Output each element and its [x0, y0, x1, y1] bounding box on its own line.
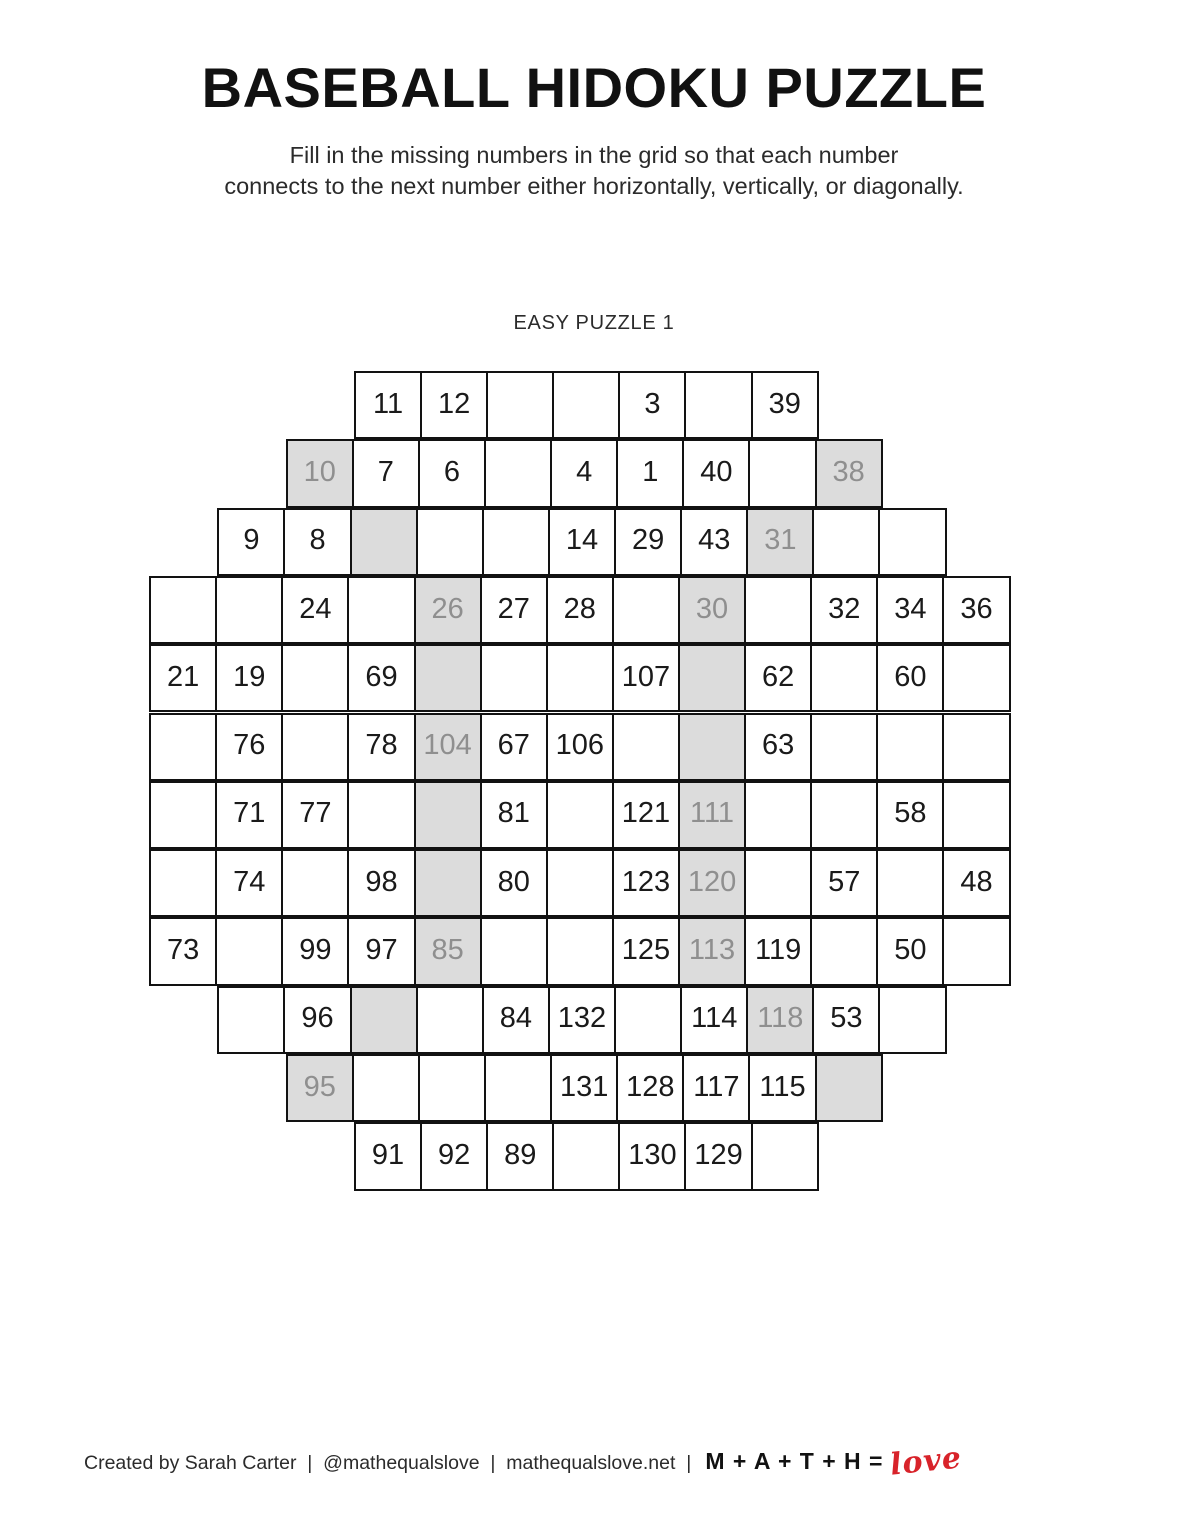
cell-value: 85 — [431, 934, 464, 967]
grid-cell-filled[interactable] — [748, 1054, 816, 1122]
cell-value: 67 — [497, 729, 530, 762]
cell-value: 99 — [299, 934, 332, 967]
grid-cell-empty[interactable] — [942, 713, 1010, 781]
grid-cell-filled[interactable] — [281, 781, 349, 849]
grid-cell-empty[interactable] — [744, 576, 812, 644]
grid-cell-filled[interactable] — [281, 917, 349, 985]
grid-cell-filled[interactable] — [684, 1122, 752, 1190]
grid-cell-empty[interactable] — [612, 576, 680, 644]
grid-cell-filled[interactable] — [751, 371, 819, 439]
grid-cell-empty[interactable] — [942, 781, 1010, 849]
grid-cell-empty[interactable] — [484, 1054, 552, 1122]
grid-cell-filled[interactable] — [810, 849, 878, 917]
cell-value: 60 — [894, 660, 927, 693]
page-title: BASEBALL HIDOKU PUZZLE — [201, 56, 987, 119]
cell-value: 81 — [497, 797, 530, 830]
page-footer — [0, 1440, 1188, 1483]
grid-row — [149, 713, 1008, 781]
cell-value: 38 — [832, 455, 865, 488]
grid-cell-filled[interactable] — [352, 439, 420, 507]
cell-value: 104 — [423, 729, 472, 762]
subtitle-line-2: connects to the next number either horizontally, vertically, or diagonally. — [224, 173, 964, 199]
grid-cell-filled[interactable] — [876, 917, 944, 985]
grid-cell-empty[interactable] — [149, 713, 217, 781]
cell-value: 74 — [233, 865, 266, 898]
grid-cell-filled[interactable] — [347, 917, 415, 985]
cell-value: 24 — [299, 592, 332, 625]
cell-value: 39 — [768, 387, 801, 420]
grid-cell-empty[interactable] — [546, 781, 614, 849]
cell-value: 114 — [691, 1002, 738, 1035]
grid-cell-empty[interactable] — [149, 576, 217, 644]
grid-row — [354, 371, 817, 439]
cell-value: 3 — [644, 387, 661, 420]
subtitle-line-1: Fill in the missing numbers in the grid so that each number — [289, 142, 899, 168]
grid-cell-filled[interactable] — [480, 849, 548, 917]
cell-value: 58 — [894, 797, 927, 830]
cell-value: 96 — [301, 1002, 334, 1035]
cell-value: 98 — [365, 865, 398, 898]
cell-value: 95 — [303, 1070, 336, 1103]
cell-value: 53 — [830, 1002, 863, 1035]
cell-value: 129 — [694, 1138, 743, 1171]
grid-cell-filled[interactable] — [480, 576, 548, 644]
grid-cell-filled[interactable] — [546, 576, 614, 644]
grid-cell-empty[interactable] — [612, 713, 680, 781]
grid-cell-filled[interactable] — [354, 371, 422, 439]
grid-row — [149, 644, 1008, 712]
grid-cell-empty[interactable] — [876, 849, 944, 917]
grid-cell-filled[interactable] — [876, 644, 944, 712]
grid-cell-empty[interactable] — [413, 849, 481, 917]
cell-value: 62 — [762, 660, 795, 693]
grid-cell-filled[interactable] — [482, 986, 550, 1054]
math-logo-text: M + A + T + H = — [705, 1448, 884, 1474]
grid-cell-empty[interactable] — [281, 849, 349, 917]
grid-cell-filled[interactable] — [354, 1122, 422, 1190]
cell-value: 97 — [365, 934, 398, 967]
grid-cell-empty[interactable] — [614, 986, 682, 1054]
grid-row — [149, 917, 1008, 985]
grid-row — [217, 508, 944, 576]
grid-cell-empty[interactable] — [810, 781, 878, 849]
cell-value: 76 — [233, 729, 266, 762]
grid-cell-filled[interactable] — [612, 781, 680, 849]
grid-cell-empty[interactable] — [546, 644, 614, 712]
grid-cell-filled[interactable] — [682, 1054, 750, 1122]
cell-value: 120 — [687, 865, 737, 898]
grid-cell-empty[interactable] — [486, 371, 554, 439]
grid-cell-empty[interactable] — [480, 644, 548, 712]
cell-value: 121 — [621, 797, 671, 830]
grid-cell-empty[interactable] — [878, 508, 946, 576]
grid-cell-filled[interactable] — [546, 713, 614, 781]
grid-cell-empty[interactable] — [814, 1054, 882, 1122]
grid-cell-filled[interactable] — [283, 508, 351, 576]
grid-cell-filled[interactable] — [347, 713, 415, 781]
cell-value: 113 — [688, 934, 736, 967]
cell-value: 130 — [628, 1138, 677, 1171]
grid-cell-filled[interactable] — [612, 849, 680, 917]
cell-value: 50 — [894, 934, 927, 967]
cell-value: 84 — [499, 1002, 533, 1035]
cell-value: 106 — [555, 729, 604, 762]
cell-value: 14 — [565, 524, 599, 557]
grid-cell-filled[interactable] — [810, 576, 878, 644]
grid-cell-empty[interactable] — [810, 917, 878, 985]
grid-cell-filled[interactable] — [678, 781, 746, 849]
grid-row — [286, 1054, 881, 1122]
grid-cell-empty[interactable] — [418, 1054, 486, 1122]
grid-cell-empty[interactable] — [942, 917, 1010, 985]
grid-cell-filled[interactable] — [614, 508, 682, 576]
grid-cell-empty[interactable] — [810, 713, 878, 781]
cell-value: 78 — [365, 729, 398, 762]
math-equals-love-logo — [705, 1440, 964, 1483]
grid-cell-filled[interactable] — [942, 849, 1010, 917]
grid-cell-empty[interactable] — [281, 713, 349, 781]
cell-value: 4 — [576, 455, 593, 488]
grid-row — [217, 986, 944, 1054]
grid-cell-empty[interactable] — [413, 781, 481, 849]
grid-cell-empty[interactable] — [684, 371, 752, 439]
grid-cell-filled[interactable] — [413, 713, 481, 781]
grid-cell-filled[interactable] — [616, 1054, 684, 1122]
cell-value: 21 — [167, 660, 200, 693]
grid-cell-filled[interactable] — [418, 439, 486, 507]
grid-cell-filled[interactable] — [480, 781, 548, 849]
grid-cell-filled[interactable] — [682, 439, 750, 507]
grid-cell-filled[interactable] — [420, 371, 488, 439]
grid-cell-filled[interactable] — [744, 713, 812, 781]
grid-cell-empty[interactable] — [744, 849, 812, 917]
cell-value: 19 — [233, 660, 266, 693]
grid-cell-filled[interactable] — [612, 644, 680, 712]
cell-value: 30 — [695, 592, 729, 625]
grid-cell-empty[interactable] — [416, 986, 484, 1054]
grid-cell-filled[interactable] — [413, 576, 481, 644]
grid-cell-filled[interactable] — [812, 986, 880, 1054]
grid-cell-empty[interactable] — [215, 576, 283, 644]
cell-value: 48 — [960, 865, 993, 898]
grid-cell-empty[interactable] — [350, 986, 418, 1054]
grid-cell-filled[interactable] — [680, 508, 748, 576]
cell-value: 40 — [700, 455, 733, 488]
grid-cell-filled[interactable] — [215, 713, 283, 781]
grid-cell-filled[interactable] — [616, 439, 684, 507]
grid-row — [149, 849, 1008, 917]
grid-cell-filled[interactable] — [550, 439, 618, 507]
cell-value: 89 — [504, 1138, 537, 1171]
grid-cell-filled[interactable] — [678, 849, 746, 917]
grid-cell-empty[interactable] — [678, 713, 746, 781]
cell-value: 12 — [438, 387, 471, 420]
grid-cell-filled[interactable] — [215, 781, 283, 849]
grid-cell-filled[interactable] — [347, 849, 415, 917]
page-header — [0, 0, 1188, 202]
cell-value: 7 — [377, 455, 394, 488]
grid-cell-empty[interactable] — [413, 644, 481, 712]
cell-value: 9 — [243, 524, 260, 557]
grid-cell-filled[interactable] — [283, 986, 351, 1054]
grid-cell-filled[interactable] — [942, 576, 1010, 644]
grid-cell-empty[interactable] — [484, 439, 552, 507]
cell-value: 125 — [621, 934, 671, 967]
grid-row — [286, 439, 881, 507]
cell-value: 131 — [559, 1070, 609, 1103]
grid-cell-empty[interactable] — [482, 508, 550, 576]
grid-cell-filled[interactable] — [548, 508, 616, 576]
grid-cell-filled[interactable] — [215, 644, 283, 712]
grid-cell-filled[interactable] — [680, 986, 748, 1054]
cell-value: 11 — [372, 387, 404, 420]
grid-cell-filled[interactable] — [612, 917, 680, 985]
grid-cell-filled[interactable] — [215, 849, 283, 917]
grid-cell-empty[interactable] — [416, 508, 484, 576]
grid-cell-filled[interactable] — [149, 917, 217, 985]
cell-value: 107 — [621, 660, 671, 693]
grid-cell-filled[interactable] — [678, 917, 746, 985]
cell-value: 28 — [563, 592, 596, 625]
cell-value: 26 — [431, 592, 464, 625]
grid-cell-filled[interactable] — [286, 1054, 354, 1122]
cell-value: 80 — [497, 865, 530, 898]
grid-cell-empty[interactable] — [546, 849, 614, 917]
grid-cell-empty[interactable] — [352, 1054, 420, 1122]
grid-cell-filled[interactable] — [149, 644, 217, 712]
grid-cell-empty[interactable] — [546, 917, 614, 985]
grid-cell-empty[interactable] — [149, 781, 217, 849]
grid-cell-filled[interactable] — [486, 1122, 554, 1190]
grid-cell-filled[interactable] — [413, 917, 481, 985]
grid-cell-empty[interactable] — [347, 576, 415, 644]
cell-value: 132 — [557, 1002, 607, 1035]
cell-value: 57 — [828, 865, 861, 898]
cell-value: 117 — [693, 1070, 740, 1103]
grid-cell-filled[interactable] — [480, 713, 548, 781]
cell-value: 92 — [438, 1138, 471, 1171]
grid-cell-filled[interactable] — [550, 1054, 618, 1122]
cell-value: 32 — [828, 592, 861, 625]
grid-cell-empty[interactable] — [552, 1122, 620, 1190]
grid-cell-filled[interactable] — [876, 576, 944, 644]
grid-cell-empty[interactable] — [751, 1122, 819, 1190]
cell-value: 128 — [626, 1070, 675, 1103]
cell-value: 119 — [755, 934, 802, 967]
cell-value: 91 — [371, 1138, 405, 1171]
cell-value: 71 — [233, 797, 266, 830]
cell-value: 1 — [642, 455, 659, 488]
cell-value: 115 — [759, 1070, 806, 1103]
grid-cell-empty[interactable] — [878, 986, 946, 1054]
cell-value: 8 — [309, 524, 326, 557]
grid-cell-empty[interactable] — [552, 371, 620, 439]
grid-cell-filled[interactable] — [678, 576, 746, 644]
cell-value: 123 — [621, 865, 671, 898]
cell-value: 34 — [894, 592, 927, 625]
cell-value: 118 — [757, 1002, 804, 1035]
grid-cell-filled[interactable] — [420, 1122, 488, 1190]
grid-cell-empty[interactable] — [810, 644, 878, 712]
grid-cell-empty[interactable] — [480, 917, 548, 985]
grid-cell-empty[interactable] — [744, 781, 812, 849]
grid-cell-filled[interactable] — [814, 439, 882, 507]
grid-cell-filled[interactable] — [746, 508, 814, 576]
grid-cell-empty[interactable] — [215, 917, 283, 985]
grid-cell-empty[interactable] — [876, 713, 944, 781]
cell-value: 29 — [631, 524, 665, 557]
cell-value: 6 — [443, 455, 461, 488]
grid-cell-empty[interactable] — [347, 781, 415, 849]
cell-value: 69 — [365, 660, 398, 693]
grid-cell-empty[interactable] — [678, 644, 746, 712]
cell-value: 111 — [689, 797, 735, 830]
grid-row — [354, 1122, 817, 1190]
cell-value: 73 — [167, 934, 200, 967]
page-subtitle — [159, 120, 1029, 202]
cell-value: 27 — [497, 592, 530, 625]
grid-cell-empty[interactable] — [942, 644, 1010, 712]
grid-cell-filled[interactable] — [286, 439, 354, 507]
grid-cell-empty[interactable] — [149, 849, 217, 917]
hidoku-grid — [149, 371, 1037, 1191]
grid-cell-filled[interactable] — [744, 644, 812, 712]
grid-cell-filled[interactable] — [618, 1122, 686, 1190]
grid-cell-filled[interactable] — [548, 986, 616, 1054]
math-logo-love-word: love — [887, 1440, 964, 1483]
cell-value: 10 — [303, 455, 336, 488]
cell-value: 43 — [698, 524, 731, 557]
cell-value: 36 — [960, 592, 993, 625]
grid-cell-filled[interactable] — [347, 644, 415, 712]
grid-cell-empty[interactable] — [350, 508, 418, 576]
grid-row — [149, 576, 1008, 644]
grid-cell-filled[interactable] — [217, 508, 285, 576]
grid-cell-filled[interactable] — [618, 371, 686, 439]
cell-value: 77 — [299, 797, 332, 830]
grid-row — [149, 781, 1008, 849]
grid-cell-filled[interactable] — [281, 576, 349, 644]
credit-text: Created by Sarah Carter | @mathequalslove | mathequalslove.net | — [84, 1452, 692, 1474]
grid-cell-filled[interactable] — [746, 986, 814, 1054]
cell-value: 31 — [764, 524, 797, 557]
grid-cell-filled[interactable] — [876, 781, 944, 849]
grid-cell-empty[interactable] — [217, 986, 285, 1054]
grid-cell-empty[interactable] — [281, 644, 349, 712]
grid-cell-empty[interactable] — [748, 439, 816, 507]
puzzle-label: EASY PUZZLE 1 — [513, 312, 675, 334]
grid-cell-empty[interactable] — [812, 508, 880, 576]
cell-value: 63 — [762, 729, 795, 762]
grid-cell-filled[interactable] — [744, 917, 812, 985]
